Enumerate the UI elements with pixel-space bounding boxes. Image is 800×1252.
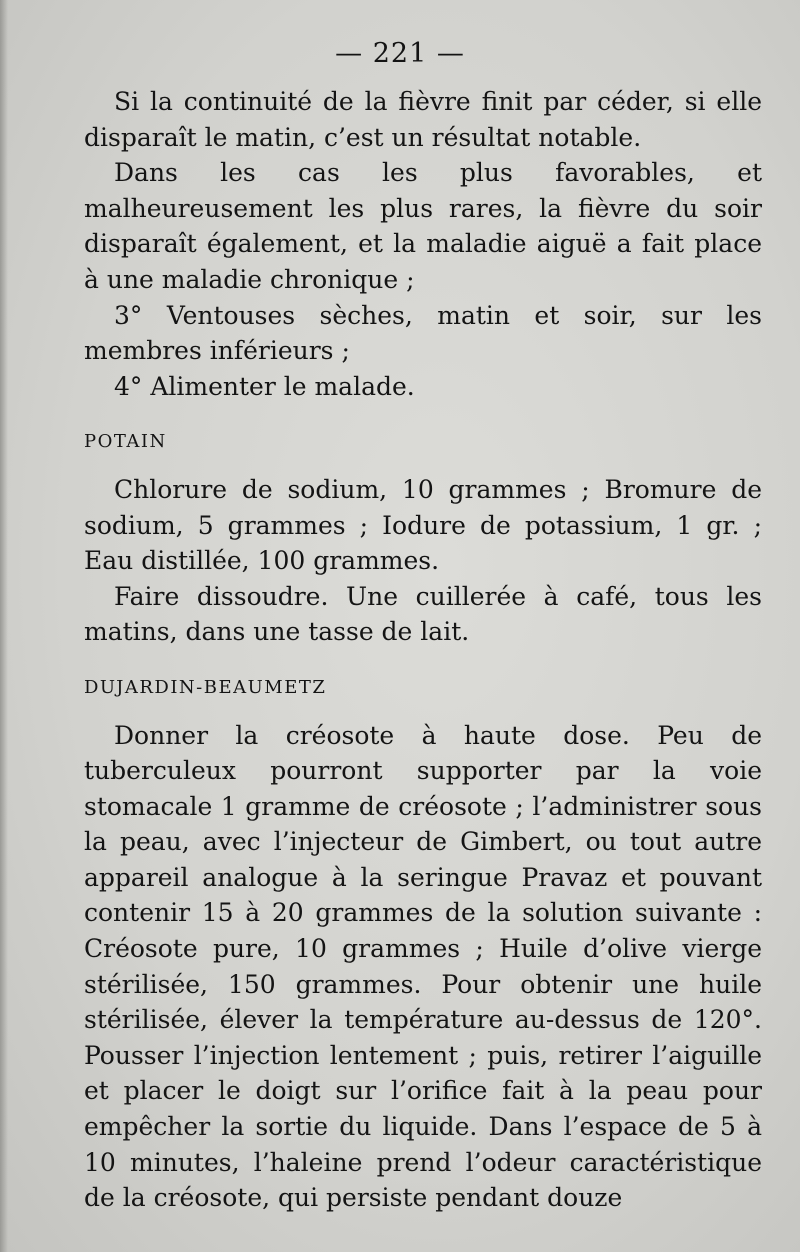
paragraph-potain-usage: Faire dissoudre. Une cuillerée à café, tous les matins, dans une tasse de lait. [84,581,762,647]
paragraph-item-3: 3° Ventouses sèches, matin et soir, sur les membres inférieurs ; [84,300,762,366]
page-body [84,84,762,1216]
heading-potain: POTAIN [84,431,167,453]
page-edge-shadow [0,0,8,1252]
paragraph-fever: Si la continuité de la fièvre finit par céder, si elle disparaît le matin, c’est un résultat notable. [84,87,762,152]
paragraph-favorable-cases: Dans les cas les plus favorables, et malheureusement les plus rares, la fièvre du soir disparaît également, et la maladie aiguë a fait place à une maladie chronique ; [84,158,762,294]
heading-dujardin-beaumetz: DUJARDIN-BEAUMETZ [84,676,327,698]
paragraph-item-4: 4° Alimenter le malade. [114,371,415,401]
paragraph-creosote: Donner la créosote à haute dose. Peu de tuberculeux pourront supporter par la voie stomacale 1 gramme de créosote ; l’administrer sous la peau, avec l’injecteur de Gimbert, ou tout autre appareil analogue à la seringue Pravaz et pouvant contenir 15 à 20 grammes de la solution suivante : Créosote pure, 10 grammes ; Huile d’olive vierge stérilisée, 150 grammes. Pour obtenir une huile stérilisée, élever la température au-dessus de 120°. Pousser l’injection lentement ; puis, retirer l’aiguille et placer le doigt sur l’orifice fait à la peau pour empêcher la sortie du liquide. Dans l’espace de 5 à 10 minutes, l’haleine prend l’odeur caractéristique de la créosote, qui persiste pendant douze [84,720,762,1213]
paragraph-potain-formula: Chlorure de sodium, 10 grammes ; Bromure de sodium, 5 grammes ; Iodure de potassium, 1 gr. ; Eau distillée, 100 grammes. [84,474,762,576]
page-number: — 221 — [335,38,465,69]
